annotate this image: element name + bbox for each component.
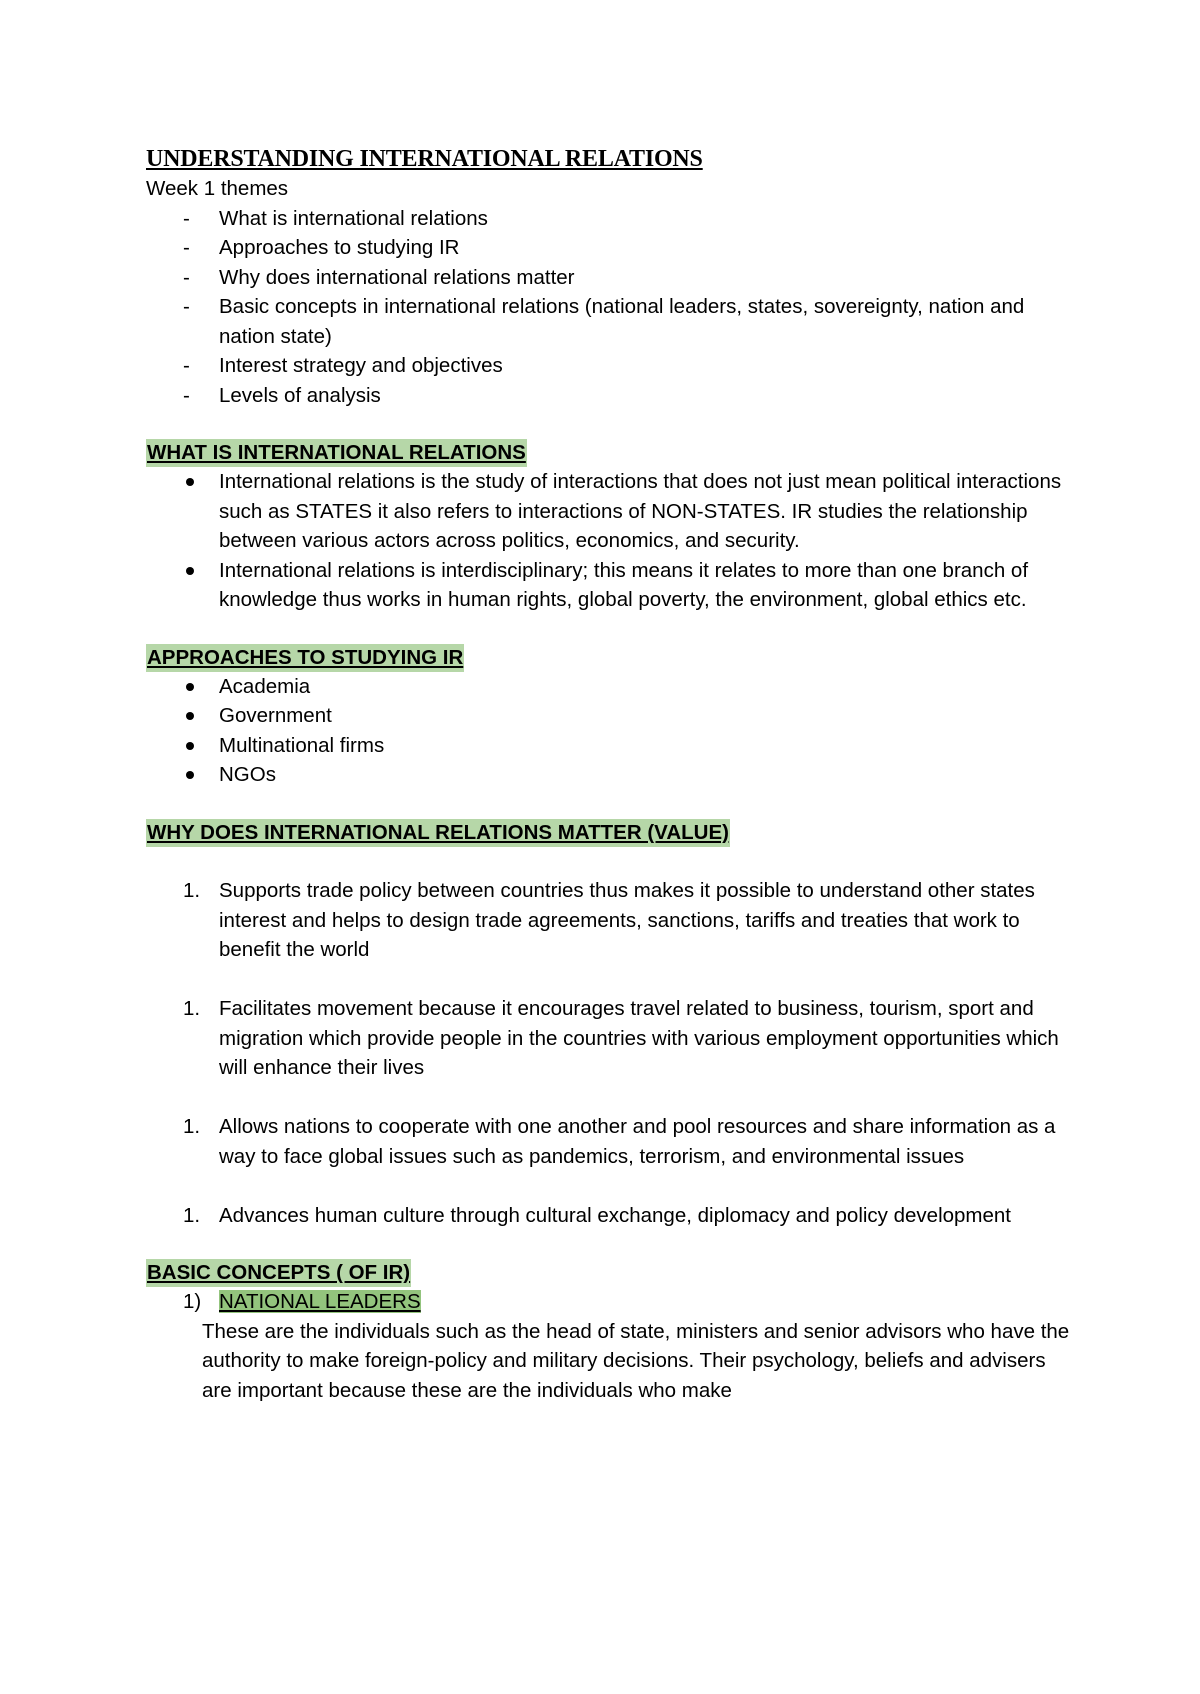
list-item: NGOs [146,760,1076,790]
list-item: - Basic concepts in international relations (national leaders, states, sovereignty, nation and nation state) [146,292,1076,351]
sub-heading: NATIONAL LEADERS [219,1290,421,1313]
list-marker: 1) [183,1290,202,1313]
list-item: - Interest strategy and objectives [146,351,1076,381]
list-marker: 1. [183,997,201,1020]
document-page [146,144,1076,1405]
list-item-text: Allows nations to cooperate with one another and pool resources and share information as a way to face global issues such as pandemics, terrorism, and environmental issues [219,1115,1056,1168]
section-why-matter [146,819,1076,1231]
themes-list [146,204,1076,411]
list-item: International relations is interdisciplinary; this means it relates to more than one branch of knowledge thus works in human rights, global poverty, the environment, global ethics etc. [146,556,1076,615]
section-heading: WHAT IS INTERNATIONAL RELATIONS [146,439,527,467]
list-item-text: Advances human culture through cultural exchange, diplomacy and policy development [219,1203,1012,1227]
numbered-list [146,1287,1076,1317]
section-heading: BASIC CONCEPTS ( OF IR) [146,1259,411,1287]
list-marker: 1. [183,1115,201,1138]
numbered-list [146,1112,1076,1171]
list-item [146,994,1076,1083]
week-label: Week 1 themes [146,177,289,200]
numbered-list [146,1201,1076,1231]
list-item: - Why does international relations matter [146,263,1076,293]
list-item: Government [146,701,1076,731]
list-marker: 1. [183,1203,201,1227]
list-item: International relations is the study of interactions that does not just mean political interactions such as STATES it also refers to interactions of NON-STATES. IR studies the relationship between various actors across politics, economics, and security. [146,467,1076,556]
list-marker: 1. [183,879,201,902]
section-approaches [146,644,1076,790]
list-item [146,1112,1076,1171]
numbered-list [146,994,1076,1083]
list-item: - What is international relations [146,204,1076,234]
numbered-list [146,876,1076,965]
list-item: - Approaches to studying IR [146,233,1076,263]
section-basic-concepts [146,1259,1076,1405]
document-title: UNDERSTANDING INTERNATIONAL RELATIONS [146,146,703,172]
list-item-text: Facilitates movement because it encourages travel related to business, tourism, sport and migration which provide people in the countries with various employment opportunities which will enhance their lives [219,997,1059,1079]
bullet-list [146,467,1076,615]
list-item [146,1201,1076,1231]
section-heading: APPROACHES TO STUDYING IR [146,644,464,672]
list-item [146,1287,1076,1317]
paragraph: These are the individuals such as the head of state, ministers and senior advisors who have the authority to make foreign-policy and military decisions. Their psychology, beliefs and advisers are important because these are the individuals who make [202,1319,1070,1402]
list-item-text: Supports trade policy between countries thus makes it possible to understand other states interest and helps to design trade agreements, sanctions, tariffs and treaties that work to benefit the world [219,879,1035,961]
section-what-is [146,439,1076,615]
list-item [146,876,1076,965]
section-heading: WHY DOES INTERNATIONAL RELATIONS MATTER (VALUE) [146,819,730,847]
list-item: Academia [146,672,1076,702]
list-item: Multinational firms [146,731,1076,761]
bullet-list [146,672,1076,790]
list-item: - Levels of analysis [146,381,1076,411]
